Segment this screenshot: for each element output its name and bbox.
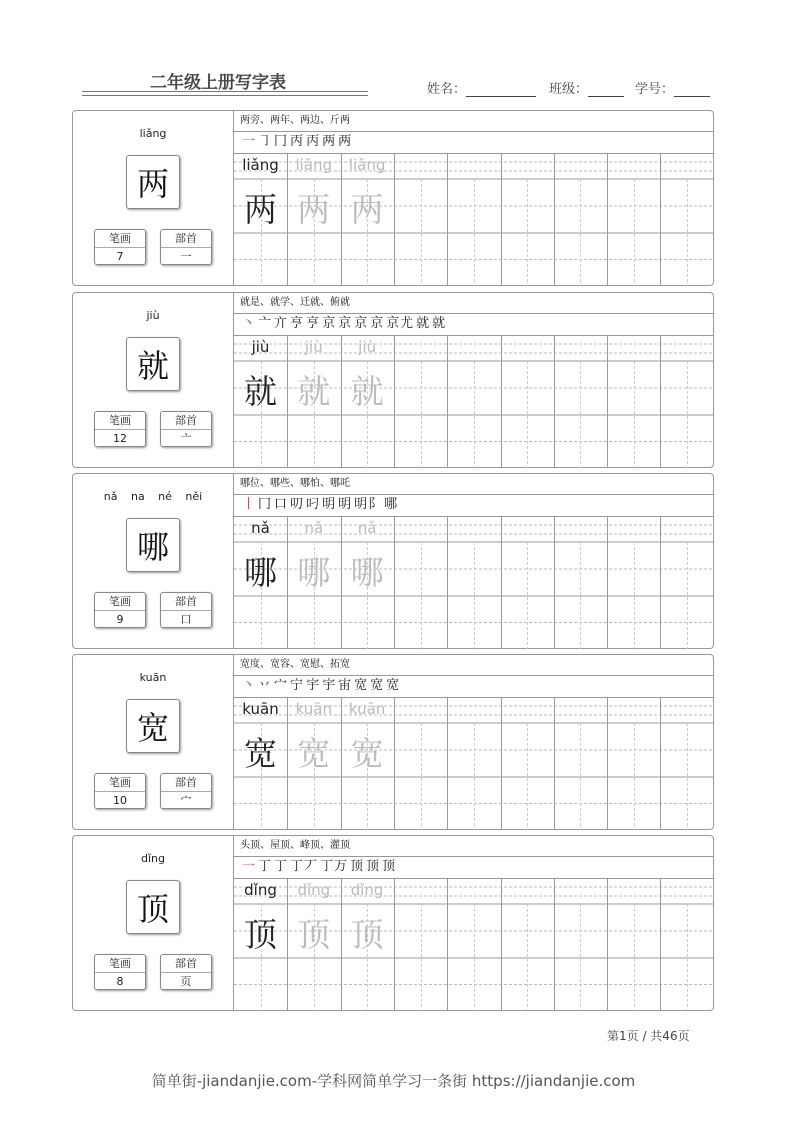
stroke-step: 亠 [258,316,273,331]
stroke-step: 京 [354,316,369,331]
pinyin-trace: jiù [358,338,377,356]
pinyin-model: liǎng [242,156,279,174]
character-trace: 哪 [297,553,331,592]
stroke-step: 宇 [322,678,337,693]
character-box: 哪 [126,518,180,572]
character-card [72,835,714,1011]
pinyin-trace: dǐng [297,881,331,899]
stroke-step: 明 [322,497,337,512]
stroke-step: 宇 [306,678,321,693]
stroke-step: 丁 [274,859,289,874]
stroke-count-label: 笔画 [95,230,145,248]
stroke-step: 就 [416,316,431,331]
stroke-step: 京 [370,316,385,331]
character-model: 两 [244,190,277,229]
pinyin-trace: liǎng [348,156,386,174]
stroke-count-box [94,411,146,447]
character-trace: 两 [297,190,331,229]
stroke-step: 丨 [242,497,257,512]
character-info-panel [73,293,234,467]
example-words: 宽度、宽容、宽慰、拓宽 [234,655,713,676]
character-trace: 就 [297,372,331,411]
stroke-step: 丶 [242,678,257,693]
radical-label: 部首 [161,593,211,611]
character-card [72,654,714,830]
stroke-order [234,131,713,154]
stroke-count-value: 7 [116,250,124,263]
class-label: 班级： [549,82,589,97]
practice-panel [234,655,713,829]
character-trace: 两 [350,190,384,229]
radical-label: 部首 [161,412,211,430]
pinyin-model: jiù [251,338,270,356]
writing-grid[interactable] [234,153,713,285]
radical-box [160,411,212,447]
character-box: 宽 [126,699,180,753]
stroke-step: 京 [338,316,353,331]
radical-label: 部首 [161,230,211,248]
stroke-step: ㇆ [258,134,273,149]
example-words: 就是、就学、迁就、俯就 [234,293,713,314]
character-model: 宽 [244,734,277,773]
character-trace: 哪 [350,553,384,592]
radical-value: 亠 [180,432,192,445]
page-number: 第1页 / 共46页 [607,1029,690,1043]
stroke-step: 两 [322,134,337,149]
class-field[interactable] [549,78,624,97]
character-model: 就 [244,372,277,411]
character-card [72,292,714,468]
character-card [72,473,714,649]
stroke-step: 宙 [338,678,353,693]
pinyin-trace: nǎ [304,519,324,537]
pinyin-label: liǎng [139,127,167,140]
stroke-count-label: 笔画 [95,593,145,611]
stroke-step: 亨 [306,316,321,331]
radical-box [160,229,212,265]
stroke-step: 哪 [384,497,399,512]
stroke-step: 京尤 [386,316,415,331]
stroke-count-box [94,229,146,265]
character-trace: 就 [350,372,384,411]
pinyin-label: kuān [139,671,167,684]
radical-value: 口 [180,613,192,626]
character-box: 顶 [126,880,180,934]
stroke-count-box [94,954,146,990]
stroke-step: 宁 [290,678,305,693]
pinyin-label: nǎ na né něi [103,490,203,503]
stroke-step: 宽 [354,678,369,693]
example-words: 两旁、两年、两边、斤两 [234,111,713,132]
pinyin-trace: dǐng [350,881,384,899]
stroke-step: 口 [274,497,289,512]
stroke-step: 一 [242,859,257,874]
pinyin-trace: kuān [295,700,333,718]
pinyin-model: nǎ [251,519,270,537]
number-label: 学号： [635,82,675,97]
character-model: 顶 [244,915,277,954]
character-trace: 宽 [297,734,331,773]
stroke-step: 明 [338,497,353,512]
stroke-step: 京 [322,316,337,331]
practice-panel [234,293,713,467]
stroke-order [234,675,713,698]
practice-panel [234,836,713,1010]
pinyin-trace: kuān [348,700,386,718]
stroke-step: 两 [338,134,353,149]
character-trace: 顶 [297,915,331,954]
stroke-count-value: 9 [116,613,124,626]
stroke-order [234,856,713,879]
character-box: 两 [126,155,180,209]
stroke-step: 丶 [242,316,257,331]
pinyin-trace: liǎng [295,156,333,174]
pinyin-trace: nǎ [357,519,377,537]
example-words: 头顶、屋顶、峰顶、灌顶 [234,836,713,857]
stroke-order [234,313,713,336]
character-trace: 顶 [350,915,384,954]
pinyin-label: jiù [146,309,160,322]
stroke-step: 明阝 [354,497,383,512]
stroke-step: 丙 [290,134,305,149]
pinyin-label: dǐng [141,852,165,865]
pinyin-model: dǐng [244,881,277,899]
radical-label: 部首 [161,955,211,973]
stroke-step: 丷 [258,678,273,693]
character-info-panel [73,474,234,648]
radical-value: 宀 [180,794,192,807]
radical-label: 部首 [161,774,211,792]
stroke-step: 丁 [258,859,273,874]
character-card [72,110,714,286]
stroke-step: 宽 [386,678,401,693]
stroke-step: 丁丆 [290,859,319,874]
stroke-count-label: 笔画 [95,955,145,973]
name-label: 姓名： [427,82,467,97]
writing-grid[interactable] [234,697,713,829]
stroke-step: 叼 [306,497,321,512]
writing-grid[interactable] [234,516,713,648]
stroke-step: 冂 [274,134,289,149]
number-field[interactable] [635,78,710,97]
character-trace: 宽 [350,734,384,773]
stroke-count-value: 10 [113,794,127,807]
radical-value: 页 [180,975,192,988]
radical-box [160,592,212,628]
stroke-step: 顶 [382,859,397,874]
example-words: 哪位、哪些、哪怕、哪吒 [234,474,713,495]
footer-text: 简单街-jiandanjie.com-学科网简单学习一条街 https://jiandanjie.com [151,1072,636,1090]
character-info-panel [73,111,234,285]
stroke-step: 宀 [274,678,289,693]
radical-box [160,954,212,990]
practice-panel [234,474,713,648]
stroke-step: 丙 [306,134,321,149]
stroke-step: 丁万 [320,859,349,874]
title-underline [82,95,368,96]
stroke-count-box [94,592,146,628]
stroke-step: 顶 [350,859,365,874]
stroke-count-value: 12 [113,432,127,445]
character-info-panel [73,836,234,1010]
character-box: 就 [126,337,180,391]
page-title: 二年级上册写字表 [150,73,286,93]
stroke-count-label: 笔画 [95,774,145,792]
name-field[interactable] [427,78,536,97]
stroke-count-label: 笔画 [95,412,145,430]
radical-box [160,773,212,809]
stroke-step: 亣 [274,316,289,331]
stroke-step: 宽 [370,678,385,693]
stroke-step: 一 [242,134,257,149]
stroke-step: 亨 [290,316,305,331]
pinyin-model: kuān [242,700,279,718]
stroke-order [234,494,713,517]
stroke-count-value: 8 [116,975,124,988]
practice-panel [234,111,713,285]
character-info-panel [73,655,234,829]
stroke-step: 叨 [290,497,305,512]
radical-value: 一 [180,250,192,263]
writing-grid[interactable] [234,878,713,1010]
stroke-step: 就 [432,316,447,331]
title-underline [82,91,368,92]
stroke-step: 顶 [366,859,381,874]
stroke-count-box [94,773,146,809]
pinyin-trace: jiù [304,338,323,356]
writing-grid[interactable] [234,335,713,467]
stroke-step: 冂 [258,497,273,512]
character-model: 哪 [244,553,277,592]
